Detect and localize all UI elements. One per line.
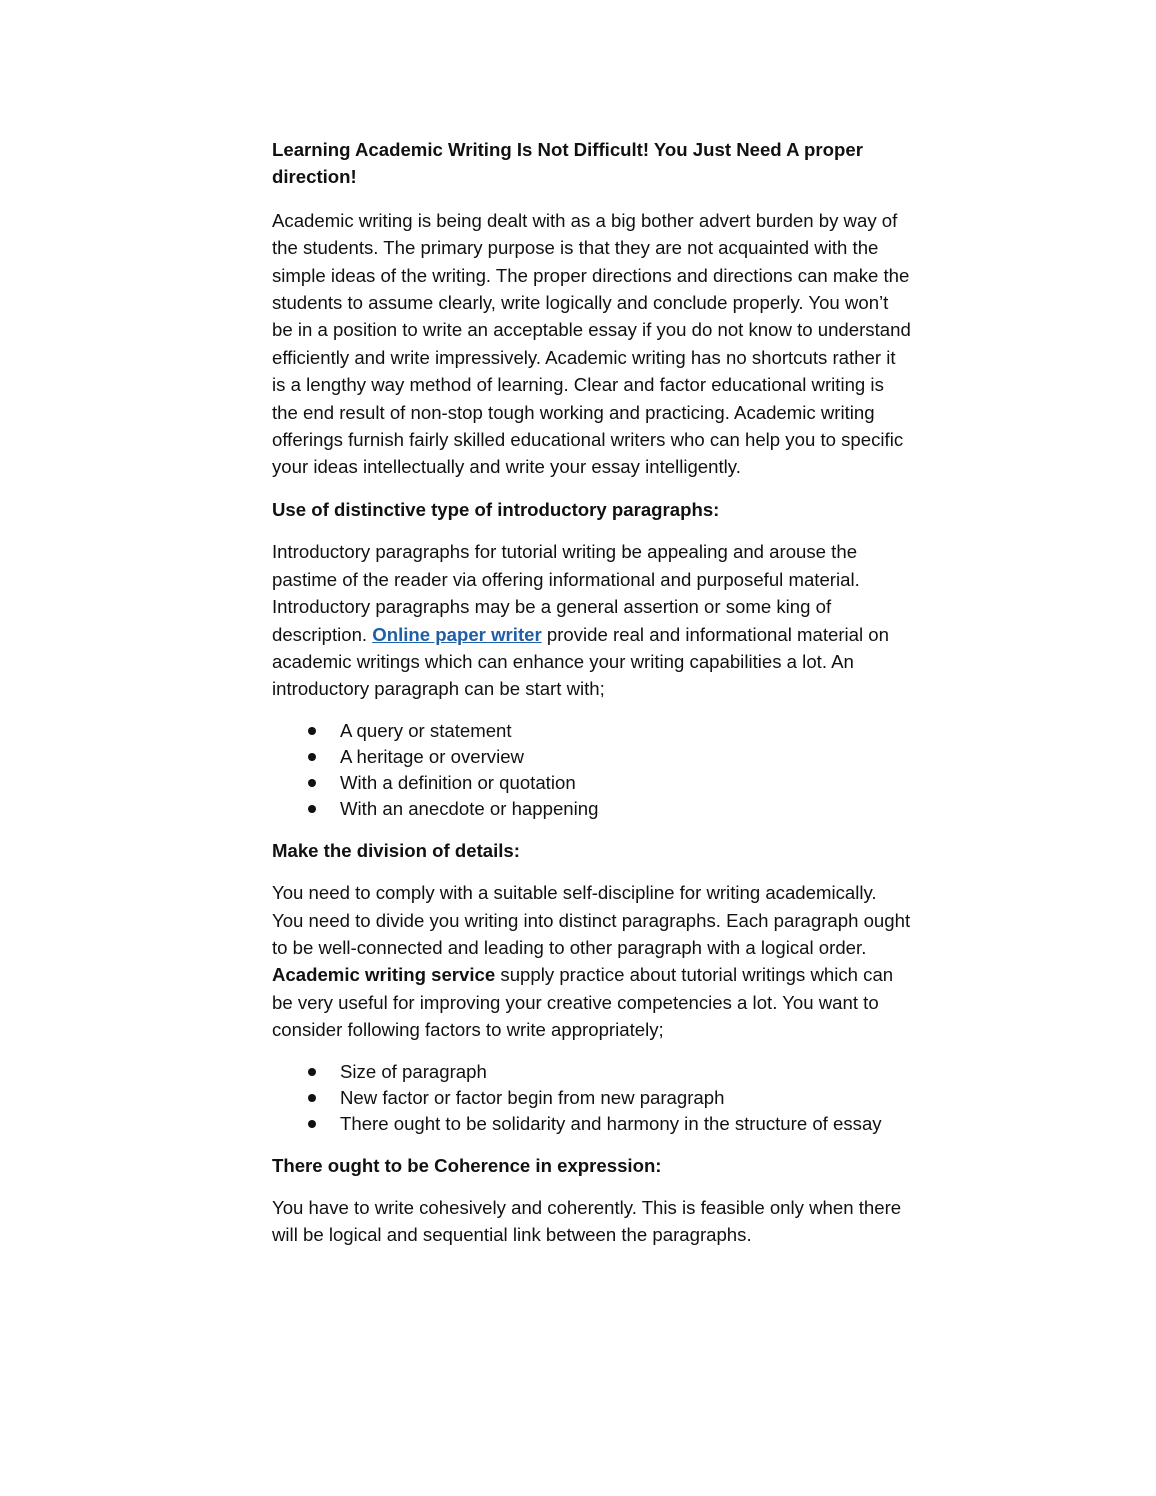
bullet-icon <box>308 1120 316 1128</box>
list-item <box>272 1085 932 1111</box>
division-text-start: You need to comply with a suitable self-discipline for writing academically. You need to divide you writing into distinct paragraphs. Each paragraph ought to be well-connected and leading to other paragraph with a logical order. <box>272 882 911 958</box>
list-item-text: A heritage or overview <box>340 745 524 767</box>
list-item <box>272 1111 932 1137</box>
list-item <box>272 796 912 822</box>
list-item-text: A query or statement <box>340 719 512 741</box>
coherence-paragraph: You have to write cohesively and coherently. This is feasible only when there will be logical and sequential link between the paragraphs. <box>272 1196 902 1246</box>
intro-paragraph: Academic writing is being dealt with as a big bother advert burden by way of the students. The primary purpose is that they are not acquainted with the simple ideas of the writing. The proper directions and directions can make the students to assume clearly, write logically and conclude properly. You won’t be in a position to write an acceptable essay if you do not know to understand efficiently and write impressively. Academic writing has no shortcuts rather it is a lengthy way method of learning. Clear and factor educational writing is the end result of non-stop tough working and practicing. Academic writing offerings furnish fairly skilled educational writers who can help you to specific your ideas intellectually and write your essay intelligently. <box>272 209 911 478</box>
section-heading-coherence: There ought to be Coherence in expression: <box>272 1154 662 1176</box>
bullet-icon <box>308 805 316 813</box>
introductory-text-end: provide real and informational material on academic writings which can enhance your writing capabilities a lot. An introductory paragraph can be start with; <box>272 623 889 700</box>
introductory-bullet-list <box>272 718 912 822</box>
list-item <box>272 744 912 770</box>
document-title: Learning Academic Writing Is Not Difficult! You Just Need A proper direction! <box>272 139 863 188</box>
list-item-text: There ought to be solidarity and harmony in the structure of essay <box>340 1112 882 1134</box>
bullet-icon <box>308 779 316 787</box>
list-item-text: New factor or factor begin from new paragraph <box>340 1086 725 1108</box>
online-paper-writer-link[interactable]: Online paper writer <box>372 623 542 645</box>
introductory-paragraph <box>272 538 912 702</box>
document-page <box>272 136 912 1264</box>
bullet-icon <box>308 1068 316 1076</box>
list-item <box>272 718 912 744</box>
list-item <box>272 770 912 796</box>
list-item-text: With an anecdote or happening <box>340 797 599 819</box>
academic-writing-service-text: Academic writing service <box>272 964 496 986</box>
section-heading-introductory: Use of distinctive type of introductory paragraphs: <box>272 498 720 520</box>
section-heading-division: Make the division of details: <box>272 839 520 861</box>
division-bullet-list <box>272 1059 932 1137</box>
division-text-end: supply practice about tutorial writings which can be very useful for improving your creative competencies a lot. You want to consider following factors to write appropriately; <box>272 964 894 1041</box>
introductory-text-start: Introductory paragraphs for tutorial writing be appealing and arouse the pastime of the reader via offering informational and purposeful material. Introductory paragraphs may be a general assertion or some king of description. <box>272 541 860 645</box>
bullet-icon <box>308 753 316 761</box>
bullet-icon <box>308 727 316 735</box>
list-item-text: Size of paragraph <box>340 1060 487 1082</box>
bullet-icon <box>308 1094 316 1102</box>
list-item <box>272 1059 932 1085</box>
division-paragraph <box>272 879 912 1043</box>
list-item-text: With a definition or quotation <box>340 771 576 793</box>
